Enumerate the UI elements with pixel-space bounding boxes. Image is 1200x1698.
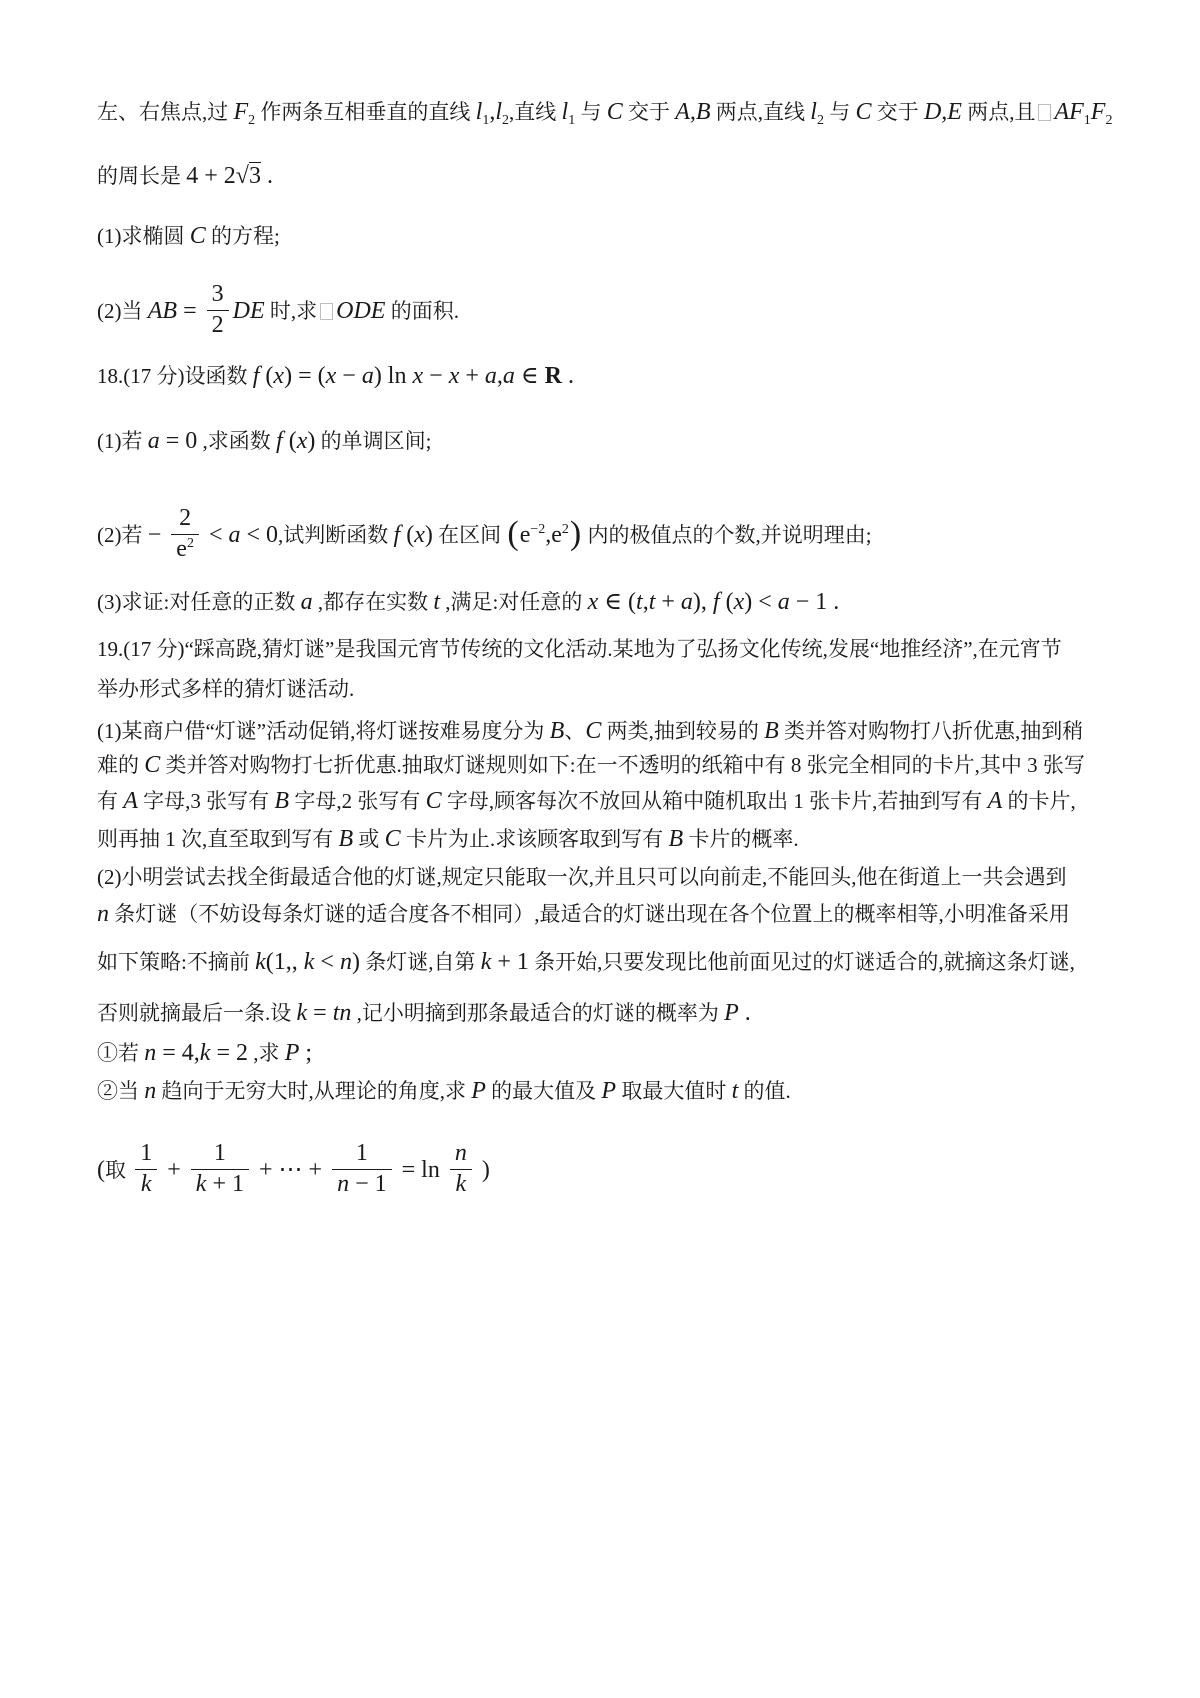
math-roman: − 1 . (789, 589, 840, 615)
math-roman: 1 (140, 1140, 153, 1166)
text-run: 字母,3 张写有 (137, 789, 275, 813)
text-run: 举办形式多样的猜灯谜活动. (97, 677, 355, 701)
math-roman: ∈ (514, 363, 545, 389)
math-italic: B (668, 826, 684, 852)
text-run: 交于 (871, 100, 924, 124)
missing-glyph-box (1038, 104, 1051, 121)
q19-part1-line2 (97, 750, 1085, 780)
math-italic: a (147, 428, 160, 454)
text-run: (1)若 (97, 429, 148, 453)
text-run: (1)某商户借“灯谜”活动促销,将灯谜按难易度分为 (97, 719, 550, 743)
math-roman: < (202, 521, 229, 548)
fraction-denominator (332, 1169, 392, 1199)
math-roman: ) (424, 521, 433, 548)
math-roman: ) < (744, 589, 778, 615)
math-roman: = (307, 1000, 333, 1026)
math-roman: < 0 (240, 521, 279, 548)
math-italic: k (455, 1170, 467, 1197)
text-run: 18.(17 分)设函数 (97, 364, 253, 388)
subscript: 1 (1083, 113, 1091, 128)
math-italic: n (454, 1140, 467, 1166)
sqrt-radical (236, 164, 261, 188)
math-italic: x (273, 363, 285, 389)
text-run: 作两条互相垂直的直线 (255, 100, 476, 124)
text-run: ,求函数 (197, 429, 277, 453)
q17-part1 (97, 221, 280, 251)
math-roman: e (176, 535, 187, 562)
subscript: 2 (1105, 113, 1113, 128)
math-roman: 1 (355, 1140, 368, 1166)
math-roman: ( (282, 428, 297, 454)
math-roman: ∈ ( (598, 589, 637, 615)
math-roman: ( (400, 521, 415, 548)
q18-part1 (97, 426, 431, 456)
math-italic: t (648, 589, 656, 615)
math-italic: x (412, 363, 424, 389)
math-roman: 1 (213, 1140, 226, 1166)
missing-glyph-box (320, 303, 333, 320)
math-italic: B (764, 718, 779, 744)
text-run: 的值. (738, 1079, 791, 1103)
fraction (191, 1140, 249, 1198)
text-run: ,满足:对任意的 (440, 590, 588, 614)
math-italic: k (140, 1170, 152, 1197)
math-roman: , (642, 589, 649, 615)
math-roman: + 1 (206, 1170, 244, 1197)
q18-part2 (97, 505, 872, 566)
math-italic: x (296, 428, 308, 454)
math-roman: , (489, 99, 496, 125)
math-roman: ) = ( (284, 363, 326, 389)
math-italic: C (425, 788, 442, 814)
math-italic: DE (232, 297, 265, 324)
q19-hint-formula (97, 1140, 490, 1201)
math-italic: C (384, 826, 401, 852)
math-roman: ) (475, 1156, 490, 1183)
math-italic: a (502, 363, 515, 389)
math-italic: C (855, 99, 872, 125)
math-italic: x (448, 363, 460, 389)
math-italic: C (606, 99, 623, 125)
math-roman: 3 (211, 281, 224, 307)
text-run: 否则就摘最后一条.设 (97, 1001, 297, 1025)
text-run: ,试判断函数 (278, 522, 394, 547)
text-run: ①若 (97, 1041, 145, 1065)
text-run: 趋向于无穷大时,从理论的角度,求 (156, 1079, 472, 1103)
math-roman: < (314, 949, 340, 975)
math-roman: − 1 (349, 1170, 387, 1197)
math-italic: k (195, 1170, 207, 1197)
math-italic: l (495, 99, 503, 125)
text-run: 有 (97, 789, 124, 813)
fraction (135, 1140, 157, 1198)
math-roman: 2 (179, 505, 192, 531)
math-italic: a (361, 363, 374, 389)
math-italic: D,E (923, 99, 962, 125)
text-run: 字母,顾客每次不放回从箱中随机取出 1 张卡片,若抽到写有 (441, 789, 988, 813)
text-run: ,都存在实数 (312, 590, 434, 614)
math-italic: a (680, 589, 693, 615)
text-run: 类并答对购物打八折优惠,抽到稍 (778, 719, 1084, 743)
math-italic: C (585, 718, 602, 744)
math-roman: ( (719, 589, 734, 615)
math-roman: − (336, 363, 362, 389)
math-roman: + (161, 1156, 187, 1183)
math-italic: x (733, 589, 745, 615)
math-italic: n (144, 1078, 157, 1104)
math-roman: + 1 (491, 949, 529, 975)
math-roman: ; (299, 1040, 313, 1066)
math-italic: k (199, 1040, 211, 1066)
math-roman: + ⋯ + (253, 1156, 329, 1183)
fraction (332, 1140, 392, 1198)
math-roman: − (147, 521, 168, 548)
subscript: 2 (816, 113, 824, 128)
text-run: 两点,直线 (710, 100, 811, 124)
text-run: 与 (575, 100, 607, 124)
math-italic: B (338, 826, 354, 852)
text-run: (2)小明尝试去找全街最适合他的灯谜,规定只能取一次,并且只可以向前走,不能回头,他在街道上一共会遇到 (97, 865, 1067, 889)
math-italic: k (296, 1000, 308, 1026)
fraction-denominator (171, 534, 199, 564)
math-italic: AB (147, 297, 178, 324)
big-paren: ( (507, 515, 519, 553)
math-italic: f (276, 428, 283, 454)
text-run: ,直线 (509, 100, 562, 124)
big-paren: ) (569, 515, 582, 553)
math-roman: ) (307, 428, 316, 454)
math-roman: 4 + 2 (186, 163, 236, 189)
math-italic: P (724, 1000, 739, 1026)
math-italic: B (549, 718, 565, 744)
text-run: 的卡片, (1002, 789, 1076, 813)
math-roman: . (738, 1000, 751, 1026)
text-run: 取 (105, 1157, 132, 1182)
superscript: 2 (561, 521, 569, 537)
q19-part2-line3 (97, 947, 1075, 977)
text-run: (2)当 (97, 298, 148, 323)
math-italic: F (233, 99, 249, 125)
math-italic: A,B (675, 99, 711, 125)
math-italic: n (337, 1170, 350, 1197)
math-italic: k (480, 949, 492, 975)
math-roman: . (562, 363, 574, 389)
math-roman: + (655, 589, 681, 615)
text-run: 取最大值时 (616, 1079, 732, 1103)
q19-part2-line4 (97, 998, 751, 1028)
fraction (450, 1140, 472, 1198)
q17-part2 (97, 281, 459, 342)
math-italic: a (228, 521, 241, 548)
math-roman: + (459, 363, 485, 389)
text-run: 时,求 (264, 298, 318, 323)
text-run: 的面积. (385, 298, 459, 323)
math-italic: f (252, 363, 260, 389)
fraction-numerator (332, 1140, 392, 1169)
text-run: (3)求证:对任意的正数 (97, 590, 301, 614)
fraction (171, 505, 199, 563)
subscript: 2 (502, 113, 510, 128)
q18-part3 (97, 587, 839, 617)
math-italic: A (123, 788, 138, 814)
superscript: 2 (186, 535, 194, 551)
radicand: 3 (248, 163, 261, 189)
text-run: 则再抽 1 次,直至取到写有 (97, 827, 339, 851)
text-run: ,求 (248, 1041, 285, 1065)
text-run: 的周长是 (97, 164, 187, 188)
text-run: ②当 (97, 1079, 145, 1103)
fraction-numerator (450, 1140, 472, 1169)
math-roman: ) ln (373, 363, 413, 389)
subscript: 1 (482, 113, 490, 128)
math-italic: tn (332, 1000, 352, 1026)
math-italic: f (712, 589, 720, 615)
math-italic: F (1090, 99, 1106, 125)
fraction-denominator (207, 310, 229, 340)
q19-stem-line2 (97, 674, 354, 704)
text-run: 条灯谜,自第 (359, 950, 481, 974)
math-italic: f (393, 521, 401, 548)
text-run: 在区间 (432, 522, 507, 547)
text-run: 的最大值及 (485, 1079, 602, 1103)
math-roman: = 0 (159, 428, 198, 454)
text-run: 字母,2 张写有 (289, 789, 426, 813)
fraction-numerator (207, 281, 229, 310)
math-roman: ), (692, 589, 713, 615)
text-run: 的方程; (205, 224, 280, 248)
math-bold-symbol: R (544, 363, 562, 389)
math-italic: l (561, 99, 569, 125)
text-run: ,记小明摘到那条最适合的灯谜的概率为 (351, 1001, 725, 1025)
math-roman: . (260, 163, 273, 189)
math-roman: e (551, 521, 562, 548)
q17-stem-line1 (97, 97, 1112, 136)
math-roman: 2 (211, 311, 224, 338)
math-italic: C (144, 752, 161, 778)
math-italic: l (475, 99, 483, 125)
text-run: 内的极值点的个数,并说明理由; (582, 522, 872, 547)
math-italic: k (255, 949, 266, 975)
text-run: 与 (823, 100, 856, 124)
math-roman: ) (351, 949, 360, 975)
q19-part1-line1 (97, 716, 1083, 746)
q19-part1-line3 (97, 786, 1076, 816)
math-italic: P (471, 1078, 486, 1104)
math-italic: x (325, 363, 337, 389)
text-run: 的单调区间; (315, 429, 432, 453)
math-italic: x (414, 521, 425, 548)
radical-sign: √ (235, 163, 249, 189)
math-italic: P (601, 1078, 617, 1104)
math-italic: n (97, 901, 109, 927)
math-roman: (1,, (265, 949, 304, 975)
q17-stem-line2 (97, 161, 273, 191)
q19-sub1 (97, 1038, 312, 1068)
text-run: 类并答对购物打七折优惠.抽取灯谜规则如下:在一不透明的纸箱中有 8 张完全相同的卡片,其中 3 张写 (160, 753, 1085, 777)
text-run: 难的 (97, 753, 145, 777)
math-italic: l (810, 99, 817, 125)
text-run: 卡片为止.求该顾客取到写有 (400, 827, 669, 851)
fraction-denominator (450, 1169, 472, 1199)
math-italic: t (636, 589, 643, 615)
q19-part1-line4 (97, 824, 799, 854)
text-run: 、 (564, 719, 586, 743)
text-run: 条开始,只要发现比他前面见过的灯谜适合的,就摘这条灯谜, (528, 950, 1075, 974)
q19-part2-line2 (97, 899, 1070, 929)
math-italic: a (777, 589, 790, 615)
text-run: 条灯谜（不妨设每条灯谜的适合度各不相同）,最适合的灯谜出现在各个位置上的概率相等,小明准备采用 (109, 902, 1070, 926)
math-roman: ( (97, 1156, 105, 1183)
text-run: (2)若 (97, 522, 148, 547)
q19-stem-line1 (97, 634, 1062, 664)
q19-part2-line1 (97, 862, 1066, 892)
text-run: 两类,抽到较易的 (601, 719, 765, 743)
math-italic: B (274, 788, 290, 814)
text-run: 或 (353, 827, 385, 851)
math-italic: a (484, 363, 497, 389)
fraction-numerator (171, 505, 199, 534)
superscript: −2 (530, 521, 546, 537)
subscript: 1 (568, 113, 576, 128)
math-roman: − (423, 363, 449, 389)
q18-stem (97, 361, 574, 391)
text-run: 两点,且 (961, 100, 1036, 124)
math-italic: t (731, 1078, 739, 1104)
fraction-numerator (191, 1140, 249, 1169)
math-roman: = 2 (210, 1040, 248, 1066)
math-italic: ODE (336, 297, 386, 324)
math-roman: , (496, 363, 503, 389)
fraction-denominator (135, 1169, 157, 1199)
fraction-denominator (191, 1169, 249, 1199)
text-run: 19.(17 分)“踩高跷,猜灯谜”是我国元宵节传统的文化活动.某地为了弘扬文化传统,发展“地推经济”,在元宵节 (97, 637, 1062, 661)
math-roman: = 4, (156, 1040, 200, 1066)
math-roman: = (177, 297, 203, 324)
math-roman: ( (259, 363, 274, 389)
math-italic: t (433, 589, 440, 615)
text-run: 交于 (622, 100, 676, 124)
fraction-numerator (135, 1140, 157, 1169)
math-italic: P (284, 1040, 300, 1066)
math-italic: A (987, 788, 1003, 814)
math-italic: C (189, 223, 206, 249)
math-italic: a (300, 589, 313, 615)
math-italic: n (144, 1040, 157, 1066)
math-roman: = ln (395, 1156, 446, 1183)
math-roman: , (545, 521, 552, 548)
math-roman: e (519, 521, 531, 548)
fraction (207, 281, 229, 339)
text-run: (1)求椭圆 (97, 224, 190, 248)
q19-sub2 (97, 1076, 791, 1106)
text-run: 卡片的概率. (683, 827, 799, 851)
math-italic: n (339, 949, 352, 975)
subscript: 2 (248, 113, 256, 128)
text-run: 如下策略:不摘前 (97, 950, 256, 974)
text-run: 左、右焦点,过 (97, 100, 234, 124)
math-italic: AF (1054, 99, 1084, 125)
math-italic: k (303, 949, 315, 975)
math-italic: x (587, 589, 599, 615)
